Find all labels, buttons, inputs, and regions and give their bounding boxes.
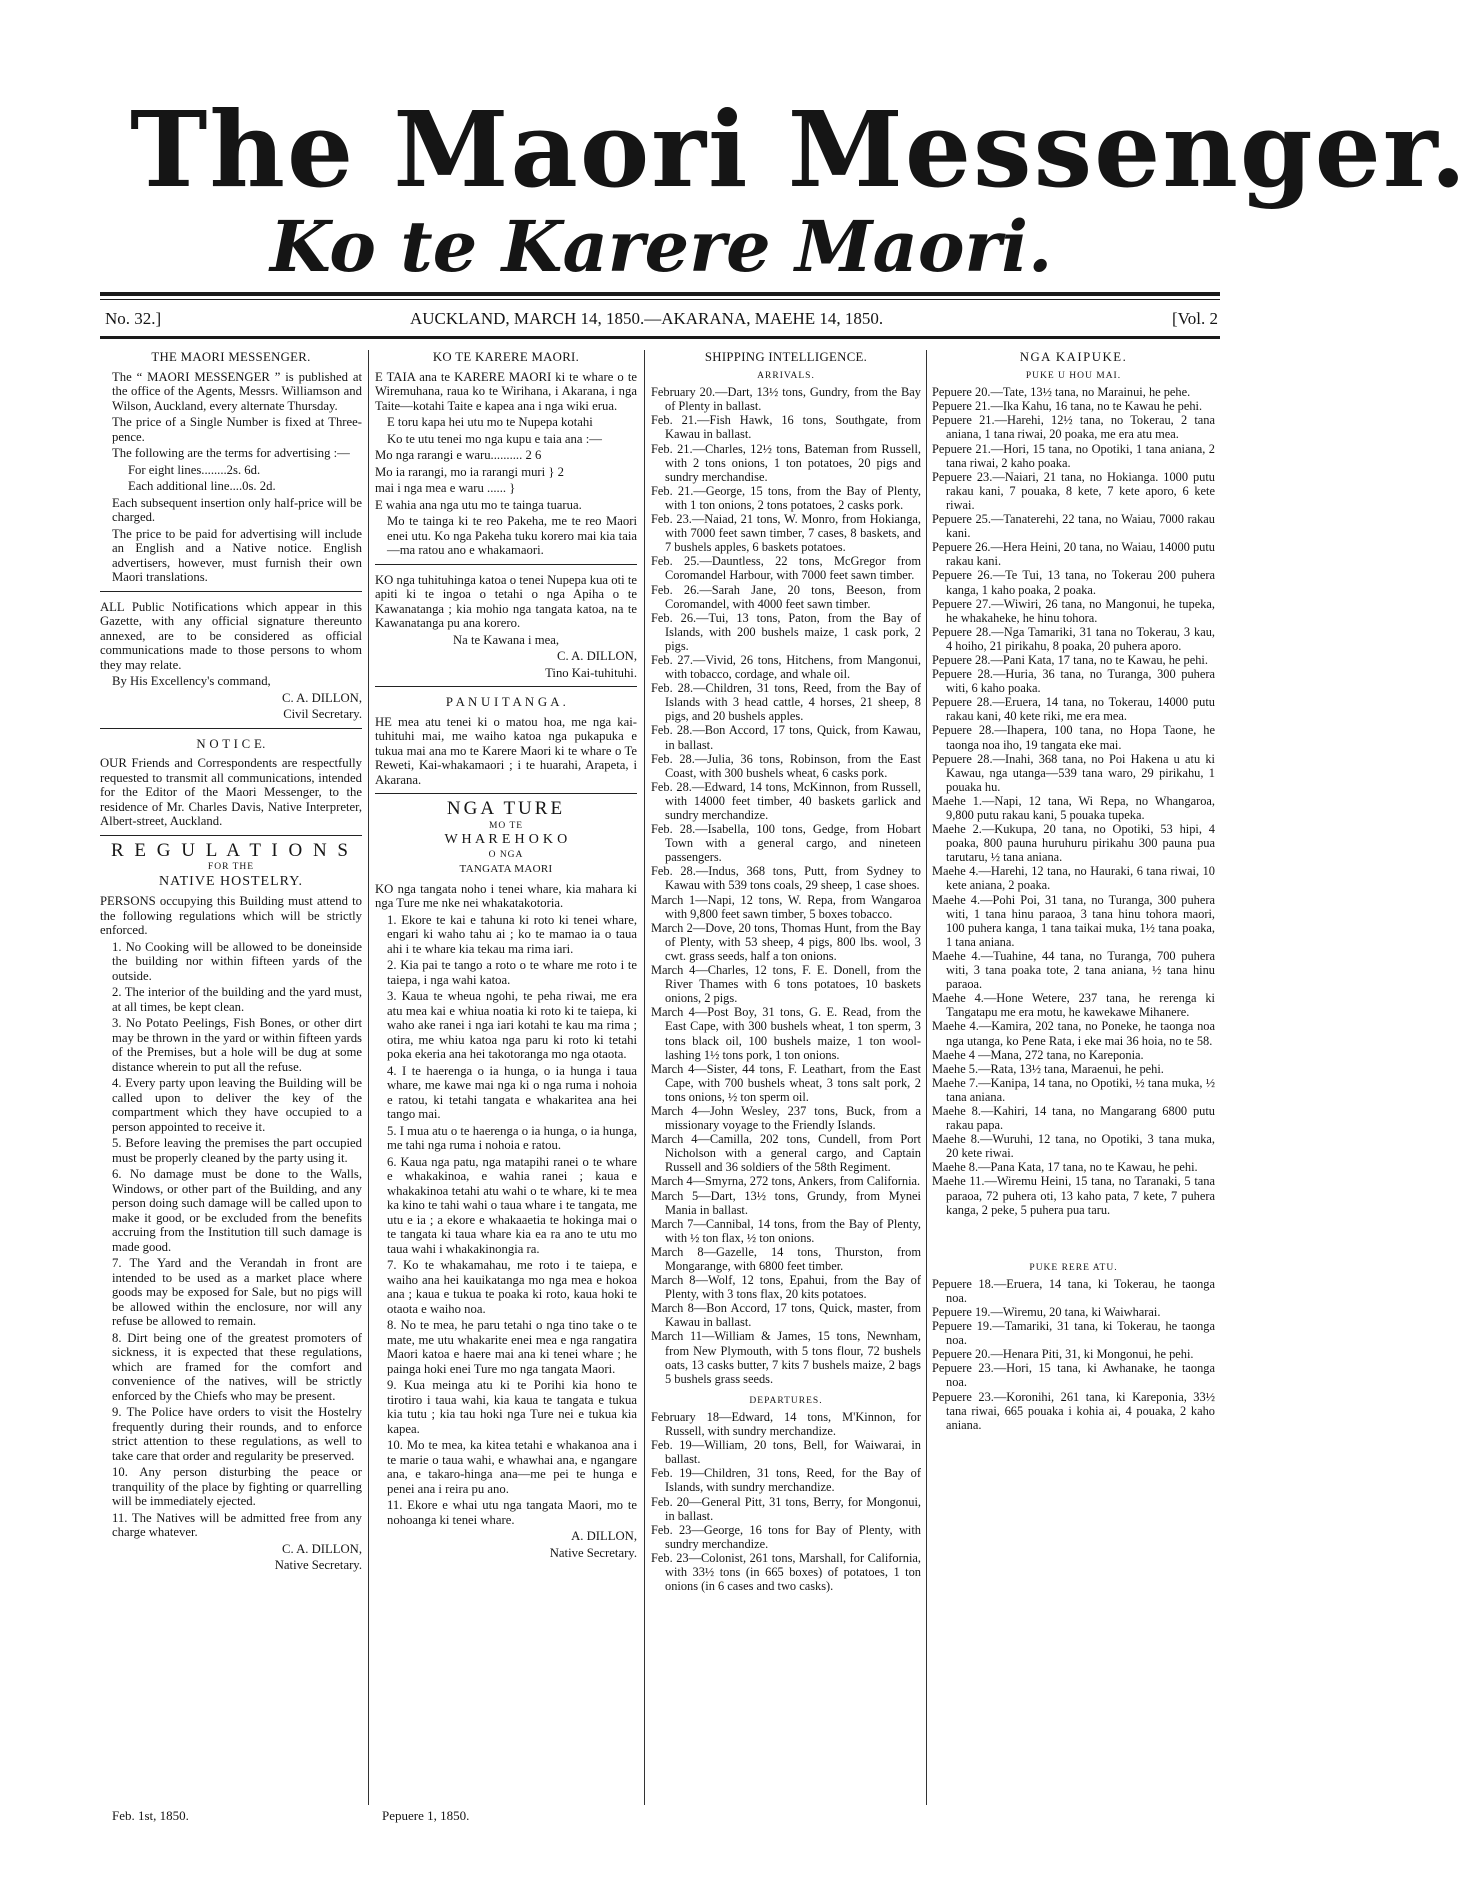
section-subheading: NATIVE HOSTELRY. [158,873,304,889]
list-item: Pepuere 18.—Eruera, 14 tana, ki Tokerau, he taonga noa. [932,1276,1215,1305]
list-item: Feb. 21.—Fish Hawk, 16 tons, Southgate, from Kawau in ballast. [651,413,921,442]
list-item: Feb. 20—General Pitt, 31 tons, Berry, for Mongonui, in ballast. [651,1494,921,1523]
list-item: March 4—Sister, 44 tons, F. Leathart, from the East Cape, with 700 bushels wheat, 3 tons salt pork, 2 tons onions, ½ ton sperm oil. [651,1061,921,1104]
paragraph: Mo nga rarangi e waru.......... 2 6 [375,448,542,462]
signature-title: Civil Secretary. [283,707,362,721]
list-item: Pepuere 26.—Hera Heini, 20 tana, no Waiau, 14000 putu rakau kani. [932,540,1215,569]
paragraph: 8. No te mea, he paru tetahi o nga tino take o te mate, me utu whakarite enei mea e nga rangatira Maori katoa e haere mai ana ki tenei whare ; he painga hoki enei Ture mo nga tangata Maori. [387,1318,637,1376]
list-item: March 8—Wolf, 12 tons, Epahui, from the Bay of Plenty, with 3 tons flax, 20 kits potatoes. [651,1273,921,1302]
dateline-rule [100,336,1220,339]
list-item: February 18—Edward, 14 tons, M'Kinnon, for Russell, with sundry merchandize. [651,1409,921,1439]
divider [375,686,637,687]
paragraph: Each subsequent insertion only half-price will be charged. [112,495,362,524]
list-item: March 8—Gazelle, 14 tons, Thurston, from Mongarange, with 6800 feet timber. [651,1244,921,1273]
list-item: March 4—John Wesley, 237 tons, Buck, from a missionary voyage to the Friendly Islands. [651,1103,921,1133]
paragraph: 9. Kua meinga atu ki te Porihi kia hono te tirotiro i taua wahi, kia kaua te tangata e tukua kia tutu ; kia tau hoki nga Ture nei e tukua kia kapea. [387,1378,637,1436]
list-item: February 20.—Dart, 13½ tons, Gundry, from the Bay of Plenty in ballast. [651,385,921,414]
paragraph: 7. The Yard and the Verandah in front are intended to be used as a market place where goods may be exposed for Sale, but no pigs will be allowed within the enclosure, nor will any refuse be allowed to remain. [112,1256,362,1328]
list-item: Pepuere 21.—Harehi, 12½ tana, no Tokerau, 2 tana aniana, 1 tana riwai, 20 poaka, me era atu mea. [932,413,1215,442]
list-item: Maehe 4.—Tuahine, 44 tana, no Turanga, 700 puhera witi, 3 tana poaka tote, 2 tana aniana, ½ tana hinu paraoa. [932,948,1215,992]
signature: A. DILLON, [571,1529,637,1543]
list-item: Pepuere 27.—Wiwiri, 26 tana, no Mangonui, he tupeka, he whakaheke, he hinu tohora. [932,596,1215,625]
paragraph: 3. Kaua te wheua ngohi, te peha riwai, me era atu mea kai e whiua noatia ki roto ki te taiepa, ki waho ake ranei i nga iari kotahi te kau ma rima ; otira, me whiu katoa nga paru ki roto ki tetahi poka ekeria ana hei takotoranga mo nga otaota. [387,989,637,1061]
dateline [100,309,1220,333]
paragraph: 10. Mo te mea, ka kitea tetahi e whakanoa ana i te marie o taua wahi, e whawhai ana, e ngangare ana, e takaro-hinga ana—me pei te hunga e penei ana i reira pu ano. [387,1438,637,1496]
list-item: March 1—Napi, 12 tons, W. Repa, from Wangaroa with 9,800 feet sawn timber, 5 boxes tobacco. [651,892,921,921]
departures-list [651,1410,921,1593]
list-item: March 4—Post Boy, 31 tons, G. E. Read, from the East Cape, with 300 bushels wheat, 1 ton sperm, 3 tons black oil, 100 bushels maize, 1 ton wool-lashing 1½ tons pork, 1 ton onions. [651,1005,921,1062]
paragraph: Mo ia rarangi, mo ia rarangi muri } 2 [375,464,564,479]
divider [100,591,362,592]
paragraph: For eight lines........2s. 6d. [128,462,261,477]
paragraph: 4. Every party upon leaving the Building will be called upon to deliver the key of the compartment which they have occupied to a person appointed to receive it. [112,1076,362,1134]
paragraph: 2. The interior of the building and the yard must, at all times, be kept clean. [112,985,362,1014]
masthead-subtitle: Ko te Karere Maori. [270,205,1053,288]
list-item: Feb. 23—George, 16 tons for Bay of Plenty, with sundry merchandize. [651,1522,921,1551]
list-item: Pepuere 19.—Tamariki, 31 tana, ki Tokerau, he taonga noa. [932,1319,1215,1348]
list-item: March 4—Smyrna, 272 tons, Ankers, from California. [651,1174,921,1189]
list-item: March 4—Camilla, 202 tons, Cundell, from Port Nicholson with a general cargo, and Captain Russell and 36 soldiers of the 58th Regiment. [651,1132,921,1175]
list-item: Feb. 25.—Dauntless, 22 tons, McGregor from Coromandel Harbour, with 7000 feet sawn timber. [651,554,921,583]
list-item: Pepuere 19.—Wiremu, 20 tana, ki Waiwharai. [932,1305,1161,1319]
list-item: Pepuere 28.—Eruera, 14 tana, no Tokerau, 14000 putu rakau kani, 40 kete riki, me era mea. [932,695,1215,724]
list-item: Feb. 28.—Children, 31 tons, Reed, from the Bay of Islands with 3 head cattle, 4 horses, 21 sheep, 8 pigs, and 20 bushels apples. [651,681,921,724]
list-item: Pepuere 21.—Hori, 15 tana, no Opotiki, 1 tana aniana, 2 tana riwai, 2 kaho poaka. [932,441,1215,470]
list-item: Feb. 21.—Charles, 12½ tons, Bateman from Russell, with 2 tons onions, 1 ton potatoes, 20 pigs and sundry merchandise. [651,441,921,484]
list-item: Pepuere 26.—Te Tui, 13 tana, no Tokerau 200 puhera kanga, 1 kaho poaka, 2 poaka. [932,568,1215,597]
list-item: Pepuere 21.—Ika Kahu, 16 tana, no te Kawau he pehi. [932,399,1203,414]
paragraph: The price of a Single Number is fixed at Three-pence. [112,415,362,444]
list-item: Maehe 5.—Rata, 13½ tana, Maraenui, he pehi. [932,1061,1164,1076]
paragraph: 9. The Police have orders to visit the Hostelry frequently during their rounds, and to enforce strict attention to these regulations, as well to take care that order and regularity be preserved. [112,1405,362,1463]
paragraph: HE mea atu tenei ki o matou hoa, me nga kai-tuhituhi mai, me waiho katoa nga pukapuka e tukua mai ana mo te Karere Maori ki te whare o Te Reweti, Kai-whakamaori ; i te huarahi, Arapeta, i Akarana. [375,714,637,787]
paragraph: 2. Kia pai te tango a roto o te whare me roto i te taiepa, i nga wahi katoa. [387,958,637,987]
list-item: Pepuere 25.—Tanaterehi, 22 tana, no Waiau, 7000 rakau kani. [932,512,1215,541]
paragraph: 1. No Cooking will be allowed to be doneinside the building nor within fifteen yards of the outside. [112,939,362,983]
paragraph: 6. No damage must be done to the Walls, Windows, or other part of the Building, and any person doing such damage will be called upon to make it good, or be excluded from the benefits accruing from the Institution till such damage is made good. [112,1167,362,1254]
date-footer: Pepuere 1, 1850. [382,1808,470,1823]
section-heading: NGA KAIPUKE. [1019,350,1128,364]
list-item: Feb. 26.—Tui, 13 tons, Paton, from the Bay of Islands, with 200 bushels maize, 1 cask pork, 2 pigs. [651,610,921,653]
list-item: Pepuere 28.—Inahi, 368 tana, no Poi Hakena u atu ki Kawau, nga utanga—539 tana waro, 29 pirikahu, 1 pouaka hu. [932,751,1215,794]
list-item: March 5—Dart, 13½ tons, Grundy, from Mynei Mania in ballast. [651,1188,921,1217]
column-maori-notices [375,350,637,1562]
list-item: Maehe 1.—Napi, 12 tana, Wi Repa, no Whangaroa, 9,800 putu rakau kani, 5 pouaka tupeka. [932,793,1215,822]
list-item: Maehe 4.—Harehi, 12 tana, no Hauraki, 6 tana riwai, 10 kete aniana, 2 poaka. [932,864,1215,893]
list-item: Feb. 28.—Edward, 14 tons, McKinnon, from Russell, with 14000 feet timber, 40 baskets garlick and sundry merchandize. [651,779,921,822]
paragraph: Each additional line....0s. 2d. [128,479,276,493]
list-item: Maehe 11.—Wiremu Heini, 15 tana, no Taranaki, 5 tana paraoa, 72 puhera oti, 13 kaho pata, 7 kete, 7 puhera kanga, 2 peke, 5 puhera pua taru. [932,1174,1215,1217]
signature: C. A. DILLON, [557,649,637,663]
paragraph: KO nga tuhituhinga katoa o tenei Nupepa kua oti te apiti ki te ingoa o tetahi o nga Apiha o te Kawanatanga ; kia mohio nga tangata katoa, na te Kawanatanga pu ana korero. [375,572,637,630]
list-item: Pepuere 20.—Tate, 13½ tana, no Marainui, he pehe. [932,385,1191,400]
paragraph: 5. Before leaving the premises the part occupied must be properly cleaned by the party using it. [112,1136,362,1165]
paragraph: 7. Ko te whakamahau, me roto i te taiepa, e waiho ana hei kauikatanga mo nga mea e hokoa ana ; kaua e tukua te poaka ki roto, kaua hoki te otaota e waiho noa. [387,1258,637,1316]
column-divider [368,350,369,1805]
arrivals-list [932,385,1215,1217]
paragraph: E wahia ana nga utu mo te tainga tuarua. [375,497,582,512]
paragraph: 3. No Potato Peelings, Fish Bones, or other dirt may be thrown in the yard or within fifteen yards of the Premises, but a hole will be dug at some distance wherein to put all the refuse. [112,1016,362,1074]
list-item: Feb. 27.—Vivid, 26 tons, Hitchens, from Mangonui, with tobacco, cordage, and whale oil. [651,652,921,682]
issue-date: AUCKLAND, MARCH 14, 1850.—AKARANA, MAEHE 14, 1850. [410,309,884,328]
column-divider [644,350,645,1805]
paragraph: ALL Public Notifications which appear in this Gazette, with any official signature thereunto annexed, are to be considered as official communications made to those persons to whom they may relate. [100,599,362,672]
paragraph: 8. Dirt being one of the greatest promoters of sickness, it is expected that these regulations, which are framed for the comfort and convenience of the natives, will be strictly enforced by the Chiefs who may be present. [112,1330,362,1403]
paragraph: 1. Ekore te kai e tahuna ki roto ki tenei whare, engari ki waho tahu ai ; ko te mamao ia o taua ahi i te whare kia tekau ma rima iari. [387,912,637,956]
paragraph: E TAIA ana te KARERE MAORI ki te whare o te Wiremuhana, raua ko te Wirihana, i Akarana, i nga Taite—kotahi Taite e kapea ana i nga wiki erua. [375,369,637,413]
paragraph: 11. Ekore e whai utu nga tangata Maori, mo te nohoanga ki tenei whare. [387,1498,637,1527]
list-item: Maehe 2.—Kukupa, 20 tana, no Opotiki, 53 hipi, 4 poaka, 800 pauna huruhuru pirikahu 300 pauna pua tarutaru, ½ tana aniana. [932,822,1215,865]
list-item: Feb. 28.—Indus, 368 tons, Putt, from Sydney to Kawau with 539 tons coals, 29 sheep, 1 case shoes. [651,864,921,893]
paragraph: 10. Any person disturbing the peace or tranquility of the place by fighting or quarrelling will be immediately ejected. [112,1465,362,1508]
list-item: March 7—Cannibal, 14 tons, from the Bay of Plenty, with ½ ton flax, ½ ton onions. [651,1216,921,1245]
volume-number: [Vol. 2 [1172,309,1218,328]
list-item: Pepuere 28.—Ihapera, 100 tana, no Hopa Taone, he taonga noa iho, 19 tangata eke mai. [932,723,1215,752]
list-item: March 2—Dove, 20 tons, Thomas Hunt, from the Bay of Plenty, with 53 sheep, 4 pigs, 800 lbs. wool, 3 cwt. grass seeds, half a ton onions. [651,920,921,963]
section-subheading: FOR THE [207,862,255,872]
list-item: Pepuere 23.—Hori, 15 tana, ki Awhanake, he taonga noa. [932,1361,1215,1390]
paragraph: 5. I mua atu o te haerenga o ia hunga, o ia hunga, me tahi nga ruma i nohoia e ratou. [387,1123,637,1152]
list-item: Maehe 4.—Hone Wetere, 237 tana, he rerenga ki Tangatapu me era motu, he kawekawe Mihanere. [932,991,1215,1020]
section-subheading: O NGA [488,849,524,860]
list-item: Feb. 21.—George, 15 tons, from the Bay of Plenty, with 1 ton onions, 2 tons potatoes, 2 casks pork. [651,483,921,512]
signature-title: Tino Kai-tuhituhi. [545,665,637,680]
signature: C. A. DILLON, [282,690,362,705]
section-subheading: PUKE RERE ATU. [1029,1262,1118,1273]
section-subheading: TANGATA MAORI [459,863,553,875]
section-subheading: ARRIVALS. [757,371,815,382]
section-heading: R E G U L A T I O N S [110,839,351,861]
list-item: Feb. 26.—Sarah Jane, 20 tons, Beeson, from Coromandel, with 4000 feet sawn timber. [651,582,921,611]
section-heading: N O T I C E. [196,736,266,751]
list-item: Feb. 19—William, 20 tons, Bell, for Waiwarai, in ballast. [651,1438,921,1467]
list-item: Maehe 4.—Pohi Poi, 31 tana, no Turanga, 300 puhera witi, 1 tana hinu paraoa, 3 tana hinu tohora maori, 100 puhera kanga, 1 tana taikai muka, 1½ tana poaka, 1 tana aniana. [932,892,1215,949]
paragraph: Mo te tainga ki te reo Pakeha, me te reo Maori enei utu. Ko nga Pakeha tuku korero mai kia taia—ma ratou ano e whakamaori. [387,514,637,557]
signature-title: Native Secretary. [274,1558,362,1572]
list-item: Maehe 4 —Mana, 272 tana, no Kareponia. [932,1047,1144,1062]
paragraph: mai i nga mea e waru ...... } [375,481,516,495]
paragraph: PERSONS occupying this Building must attend to the following regulations which will be strictly enforced. [100,894,362,937]
list-item: Maehe 7.—Kanipa, 14 tana, no Opotiki, ½ tana muka, ½ tana aniana. [932,1075,1215,1104]
list-item: Feb. 28.—Bon Accord, 17 tons, Quick, from Kawau, in ballast. [651,723,921,752]
divider [375,793,637,794]
divider [100,835,362,836]
column-divider [926,350,927,1805]
date-footer: Feb. 1st, 1850. [112,1808,189,1823]
paragraph: OUR Friends and Correspondents are respectfully requested to transmit all communications, intended for the Editor of the Maori Messenger, to the residence of Mr. Charles Davis, Native Interpreter, Albert-street, Auckland. [100,756,362,828]
section-heading: SHIPPING INTELLIGENCE. [704,350,868,364]
section-heading: NGA TURE [446,798,566,819]
list-item: Pepuere 28.—Pani Kata, 17 tana, no te Kawau, he pehi. [932,652,1208,667]
section-subheading: DEPARTURES. [749,1395,823,1406]
section-subheading: PUKE U HOU MAI. [1025,371,1122,382]
paragraph: E toru kapa hei utu mo te Nupepa kotahi [387,415,593,429]
list-item: Feb. 23—Colonist, 261 tons, Marshall, for California, with 33½ tons (in 665 boxes) of potatoes, 1 ton onions (in 6 cases and two casks). [651,1550,921,1594]
paragraph: The “ MAORI MESSENGER ” is published at the office of the Agents, Messrs. Williamson and Wilson, Auckland, every alternate Thursday. [112,369,362,413]
section-subheading: W H A R E H O K O [444,832,568,847]
list-item: Pepuere 23.—Koronihi, 261 tana, ki Kareponia, 33½ tana riwai, 665 pouaka i kohia ai, 4 pouaka, 2 kaho aniana. [932,1389,1215,1432]
column-shipping-maori [932,350,1215,1432]
section-heading: THE MAORI MESSENGER. [151,350,311,364]
list-item: March 11—William & James, 15 tons, Newnham, from New Plymouth, with 5 tons flour, 72 bushels oats, 13 casks butter, 7 kits 7 bushels maize, 2 bags 5 bushels grass seeds. [651,1329,921,1386]
list-item: Maehe 8.—Wuruhi, 12 tana, no Opotiki, 3 tana muka, 20 kete riwai. [932,1132,1215,1161]
masthead-rule-thin [100,299,1220,300]
list-item: March 8—Bon Accord, 17 tons, Quick, master, from Kawau in ballast. [651,1301,921,1330]
signature-title: Native Secretary. [549,1545,637,1560]
masthead-rule [100,292,1220,296]
paragraph: KO nga tangata noho i tenei whare, kia mahara ki nga Ture me nke nei whakatakotoria. [375,881,637,910]
column-english-notices [100,350,362,1575]
masthead-title: The Maori Messenger. [130,88,1468,211]
list-item: March 4—Charles, 12 tons, F. E. Donell, from the River Thames with 6 tons potatoes, 10 baskets onions, 2 pigs. [651,963,921,1006]
issue-number: No. 32.] [105,309,162,328]
signature: C. A. DILLON, [282,1541,362,1556]
paragraph: 4. I te haerenga o ia hunga, o ia hunga i taua whare, me kawe mai nga ki o nga ruma i nohoia e ratou, ki tetahi tangata e whakaritea ana hei tango mai. [387,1063,637,1121]
paragraph: 6. Kaua nga patu, nga matapihi ranei o te whare e whakakinoa, e wahia ranei ; kaua e whakakinoa tetahi atu wahi o te whare, ki te mea ka kino te tahi wahi o taua whare i te tangata, me utu e ia ; a ekore e whakaaetia te hokinga mai o te tangata ki taua whare kia ea ra ano te utu mo taua wahi i whakakinongia ra. [387,1154,637,1256]
divider [375,564,637,565]
list-item: Maehe 4.—Kamira, 202 tana, no Poneke, he taonga noa nga utanga, ko Pene Rata, i eke mai 36 hoia, no te 58. [932,1019,1215,1048]
section-heading: KO TE KARERE MAORI. [432,350,580,364]
divider [100,728,362,729]
list-item: Feb. 28.—Julia, 36 tons, Robinson, from the East Coast, with 300 bushels wheat, 6 casks pork. [651,751,921,780]
list-item: Feb. 19—Children, 31 tons, Reed, for the Bay of Islands, with sundry merchandize. [651,1466,921,1495]
paragraph: 11. The Natives will be admitted free from any charge whatever. [112,1510,362,1539]
arrivals-list [651,385,921,1386]
paragraph: The following are the terms for advertising :— [112,446,350,460]
column-shipping-english [651,350,921,1593]
section-heading: P A N U I T A N G A . [445,695,567,709]
list-item: Maehe 8.—Kahiri, 14 tana, no Mangarang 6800 putu rakau papa. [932,1103,1215,1133]
paragraph: Na te Kawana i mea, [452,632,560,647]
departures-list [932,1277,1215,1432]
paragraph: By His Excellency's command, [112,674,271,688]
list-item: Pepuere 28.—Huria, 36 tana, no Turanga, 300 puhera witi, 6 kaho poaka. [932,667,1215,696]
paragraph: The price to be paid for advertising will include an English and a Native notice. English advertisers, however, must furnish their own Maori translations. [112,526,362,584]
list-item: Pepuere 28.—Nga Tamariki, 31 tana no Tokerau, 3 kau, 4 hoiho, 21 pirikahu, 8 poaka, 20 puhera aporo. [932,624,1215,653]
list-item: Feb. 23.—Naiad, 21 tons, W. Monro, from Hokianga, with 7000 feet sawn timber, 7 cases, 8 baskets, and 7 bushels apples, 6 baskets potatoes. [651,512,921,555]
paragraph: Ko te utu tenei mo nga kupu e taia ana :— [387,431,602,446]
list-item: Pepuere 20.—Henara Piti, 31, ki Mongonui, he pehi. [932,1347,1194,1362]
section-subheading: MO TE [488,820,524,831]
list-item: Feb. 28.—Isabella, 100 tons, Gedge, from Hobart Town with a general cargo, and nineteen passengers. [651,822,921,865]
list-item: Maehe 8.—Pana Kata, 17 tana, no te Kawau, he pehi. [932,1160,1198,1175]
list-item: Pepuere 23.—Naiari, 21 tana, no Hokianga. 1000 putu rakau kani, 7 pouaka, 8 kete, 7 kete aporo, 6 kete riwai. [932,469,1215,512]
